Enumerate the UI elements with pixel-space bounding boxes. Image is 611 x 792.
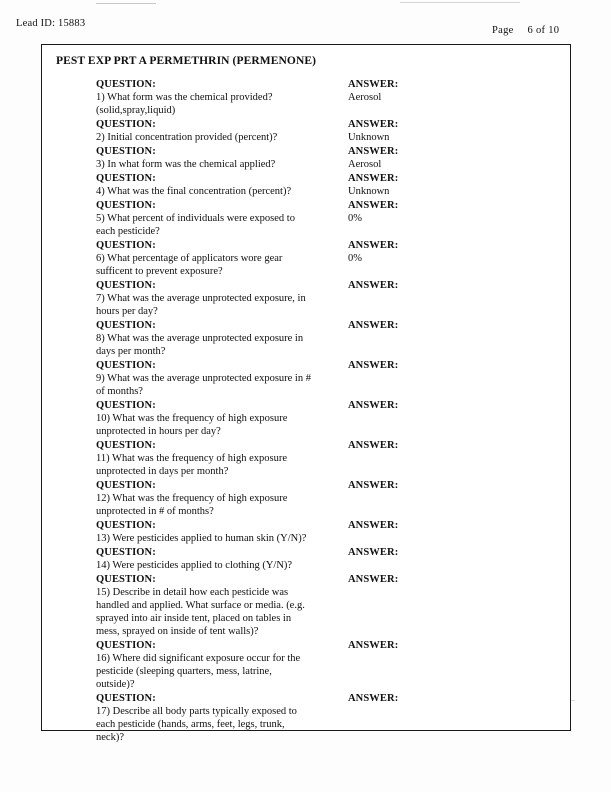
answer-label: ANSWER: <box>348 640 399 651</box>
question-text: 16) Where did significant exposure occur for the pesticide (sleeping quarters, mess, latrine, outside)? <box>96 653 301 690</box>
answer-column <box>348 519 528 532</box>
question-label: QUESTION: <box>96 320 156 331</box>
answer-label: ANSWER: <box>348 79 399 90</box>
qa-row <box>56 172 556 198</box>
question-column <box>56 172 316 198</box>
answer-column <box>348 479 528 492</box>
qa-row <box>56 519 556 545</box>
answer-label: ANSWER: <box>348 240 399 251</box>
question-text: 17) Describe all body parts typically exposed to each pesticide (hands, arms, feet, legs, trunk, neck)? <box>96 706 297 743</box>
page-label: Page <box>492 25 514 36</box>
question-text: 12) What was the frequency of high exposure unprotected in # of months? <box>96 493 288 517</box>
answer-label: ANSWER: <box>348 360 399 371</box>
scan-artifact-top-left <box>96 3 156 4</box>
answer-label: ANSWER: <box>348 119 399 130</box>
answer-text: Unknown <box>348 186 390 197</box>
question-label: QUESTION: <box>96 280 156 291</box>
question-answer-list <box>56 78 556 745</box>
question-text: 2) Initial concentration provided (percent)? <box>96 132 278 143</box>
answer-label: ANSWER: <box>348 400 399 411</box>
answer-label: ANSWER: <box>348 320 399 331</box>
question-label: QUESTION: <box>96 360 156 371</box>
question-text: 9) What was the average unprotected exposure in # of months? <box>96 373 311 397</box>
question-label: QUESTION: <box>96 640 156 651</box>
question-text: 5) What percent of individuals were exposed to each pesticide? <box>96 213 295 237</box>
question-label: QUESTION: <box>96 480 156 491</box>
qa-row <box>56 399 556 438</box>
answer-label: ANSWER: <box>348 200 399 211</box>
question-label: QUESTION: <box>96 146 156 157</box>
question-text: 14) Were pesticides applied to clothing (Y/N)? <box>96 560 293 571</box>
question-column <box>56 118 316 144</box>
question-column <box>56 145 316 171</box>
qa-row <box>56 145 556 171</box>
question-label: QUESTION: <box>96 520 156 531</box>
answer-label: ANSWER: <box>348 693 399 704</box>
answer-text: Unknown <box>348 132 390 143</box>
question-column <box>56 239 316 278</box>
scan-artifact-top-right <box>400 2 520 3</box>
qa-row <box>56 239 556 278</box>
answer-label: ANSWER: <box>348 146 399 157</box>
answer-column <box>348 573 528 586</box>
qa-row <box>56 479 556 518</box>
qa-row <box>56 439 556 478</box>
answer-column <box>348 399 528 412</box>
question-column <box>56 546 316 572</box>
lead-id: Lead ID: 15883 <box>16 18 86 29</box>
answer-text: Aerosol <box>348 92 382 103</box>
answer-label: ANSWER: <box>348 173 399 184</box>
question-column <box>56 78 316 117</box>
answer-label: ANSWER: <box>348 547 399 558</box>
question-label: QUESTION: <box>96 173 156 184</box>
document-title: PEST EXP PRT A PERMETHRIN (PERMENONE) <box>56 55 317 67</box>
question-label: QUESTION: <box>96 400 156 411</box>
answer-text: 0% <box>348 213 362 224</box>
answer-column <box>348 199 528 225</box>
qa-row <box>56 692 556 744</box>
question-label: QUESTION: <box>96 240 156 251</box>
question-text: 10) What was the frequency of high exposure unprotected in hours per day? <box>96 413 288 437</box>
question-text: 3) In what form was the chemical applied? <box>96 159 276 170</box>
question-text: 4) What was the final concentration (percent)? <box>96 186 292 197</box>
question-label: QUESTION: <box>96 440 156 451</box>
question-label: QUESTION: <box>96 79 156 90</box>
question-text: 8) What was the average unprotected exposure in days per month? <box>96 333 304 357</box>
qa-row <box>56 573 556 638</box>
question-column <box>56 519 316 545</box>
page-indicator <box>492 25 559 36</box>
answer-column <box>348 359 528 372</box>
answer-label: ANSWER: <box>348 520 399 531</box>
answer-column <box>348 639 528 652</box>
answer-label: ANSWER: <box>348 440 399 451</box>
answer-column <box>348 239 528 265</box>
answer-column <box>348 145 528 171</box>
question-column <box>56 639 316 691</box>
answer-column <box>348 118 528 144</box>
answer-column <box>348 78 528 104</box>
question-column <box>56 279 316 318</box>
answer-column <box>348 546 528 559</box>
question-text: 13) Were pesticides applied to human skin (Y/N)? <box>96 533 307 544</box>
question-label: QUESTION: <box>96 200 156 211</box>
qa-row <box>56 319 556 358</box>
qa-row <box>56 199 556 238</box>
question-text: 7) What was the average unprotected exposure, in hours per day? <box>96 293 306 317</box>
answer-column <box>348 319 528 332</box>
question-column <box>56 199 316 238</box>
answer-column <box>348 172 528 198</box>
qa-row <box>56 359 556 398</box>
answer-label: ANSWER: <box>348 574 399 585</box>
answer-column <box>348 279 528 292</box>
question-column <box>56 573 316 638</box>
question-column <box>56 439 316 478</box>
question-text: 1) What form was the chemical provided?(solid,spray,liquid) <box>96 92 273 116</box>
question-text: 6) What percentage of applicators wore gear sufficent to prevent exposure? <box>96 253 283 277</box>
qa-row <box>56 118 556 144</box>
question-column <box>56 319 316 358</box>
document-border <box>41 44 571 743</box>
answer-label: ANSWER: <box>348 480 399 491</box>
answer-text: 0% <box>348 253 362 264</box>
question-label: QUESTION: <box>96 547 156 558</box>
qa-row <box>56 78 556 117</box>
qa-row <box>56 639 556 691</box>
qa-row <box>56 546 556 572</box>
question-label: QUESTION: <box>96 574 156 585</box>
answer-column <box>348 439 528 452</box>
qa-row <box>56 279 556 318</box>
question-text: 15) Describe in detail how each pesticide was handled and applied. What surface or media. (e.g. sprayed into air inside tent, placed on tables in mess, sprayed on inside of tent walls)? <box>96 587 305 637</box>
question-column <box>56 359 316 398</box>
question-label: QUESTION: <box>96 693 156 704</box>
question-label: QUESTION: <box>96 119 156 130</box>
page-number: 6 of 10 <box>527 25 560 36</box>
question-text: 11) What was the frequency of high exposure unprotected in days per month? <box>96 453 287 477</box>
question-column <box>56 479 316 518</box>
answer-text: Aerosol <box>348 159 382 170</box>
answer-column <box>348 692 528 705</box>
question-column <box>56 692 316 744</box>
question-column <box>56 399 316 438</box>
answer-label: ANSWER: <box>348 280 399 291</box>
